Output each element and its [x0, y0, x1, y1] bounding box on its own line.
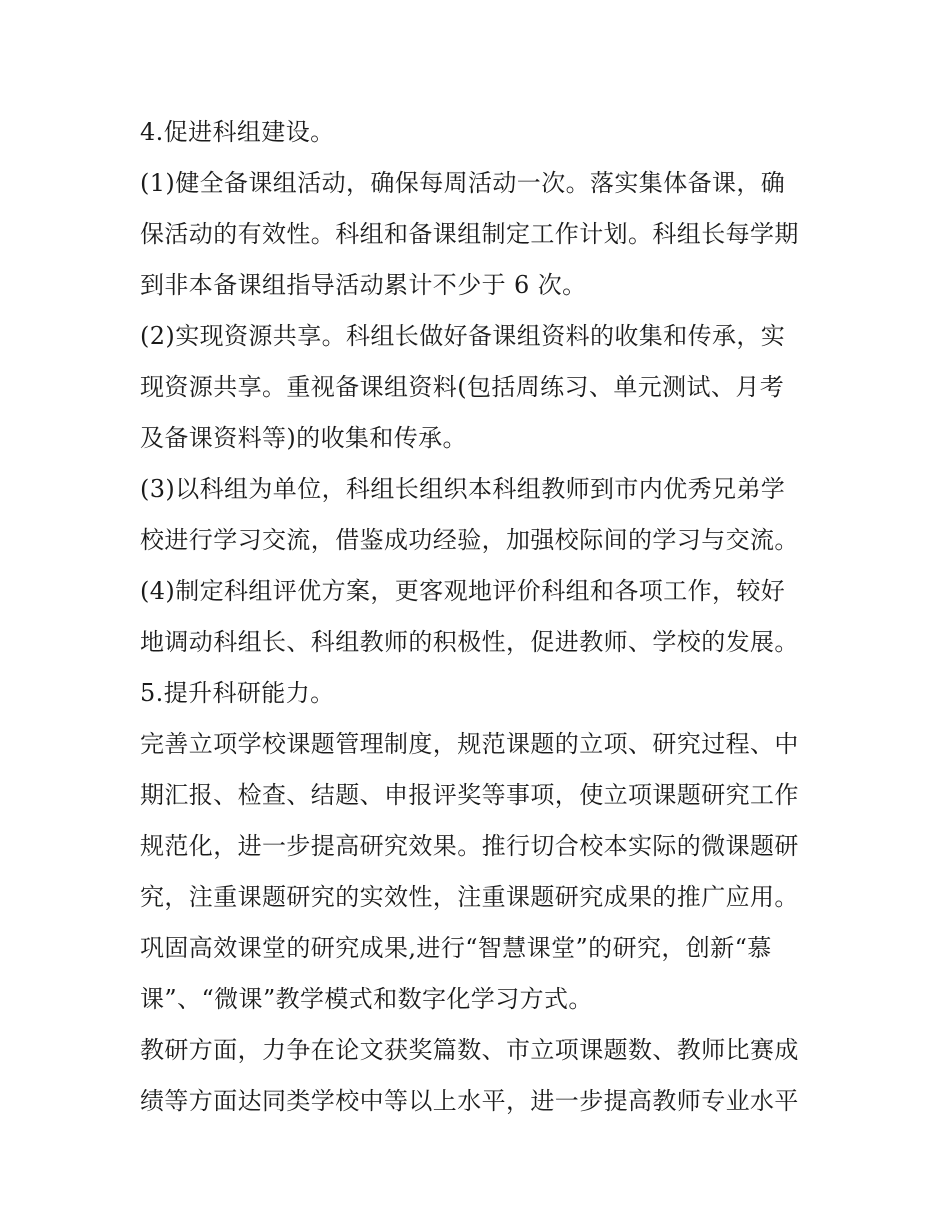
text-line: 及备课资料等)的收集和传承。	[140, 424, 467, 452]
text-line: 校进行学习交流，借鉴成功经验，加强校际间的学习与交流。	[140, 526, 799, 554]
text-line: 究，注重课题研究的实效性，注重课题研究成果的推广应用。	[140, 883, 799, 911]
text-line: (4)制定科组评优方案，更客观地评价科组和各项工作，较好	[140, 577, 786, 605]
text-line: 课”、“微课”教学模式和数字化学习方式。	[140, 985, 593, 1013]
text-line: 到非本备课组指导活动累计不少于 6 次。	[140, 271, 587, 299]
heading-section-4: 4.促进科组建设。	[140, 118, 335, 146]
text-line: 绩等方面达同类学校中等以上水平，进一步提高教师专业水平	[140, 1087, 799, 1115]
text-line: (1)健全备课组活动，确保每周活动一次。落实集体备课，确	[140, 169, 786, 197]
heading-section-5: 5.提升科研能力。	[140, 679, 335, 707]
text-line: 完善立项学校课题管理制度，规范课题的立项、研究过程、中	[140, 730, 799, 758]
text-line: 规范化，进一步提高研究效果。推行切合校本实际的微课题研	[140, 832, 799, 860]
text-line: 教研方面，力争在论文获奖篇数、市立项课题数、教师比赛成	[140, 1036, 799, 1064]
text-line: 保活动的有效性。科组和备课组制定工作计划。科组长每学期	[140, 220, 799, 248]
text-line: 现资源共享。重视备课组资料(包括周练习、单元测试、月考	[140, 373, 785, 401]
text-line: 地调动科组长、科组教师的积极性，促进教师、学校的发展。	[140, 628, 799, 656]
document-body	[140, 107, 820, 1127]
text-line: 巩固高效课堂的研究成果,进行“智慧课堂”的研究，创新“慕	[140, 934, 772, 962]
text-line: (2)实现资源共享。科组长做好备课组资料的收集和传承，实	[140, 322, 786, 350]
text-line: (3)以科组为单位，科组长组织本科组教师到市内优秀兄弟学	[140, 475, 786, 503]
text-line: 期汇报、检查、结题、申报评奖等事项，使立项课题研究工作	[140, 781, 799, 809]
